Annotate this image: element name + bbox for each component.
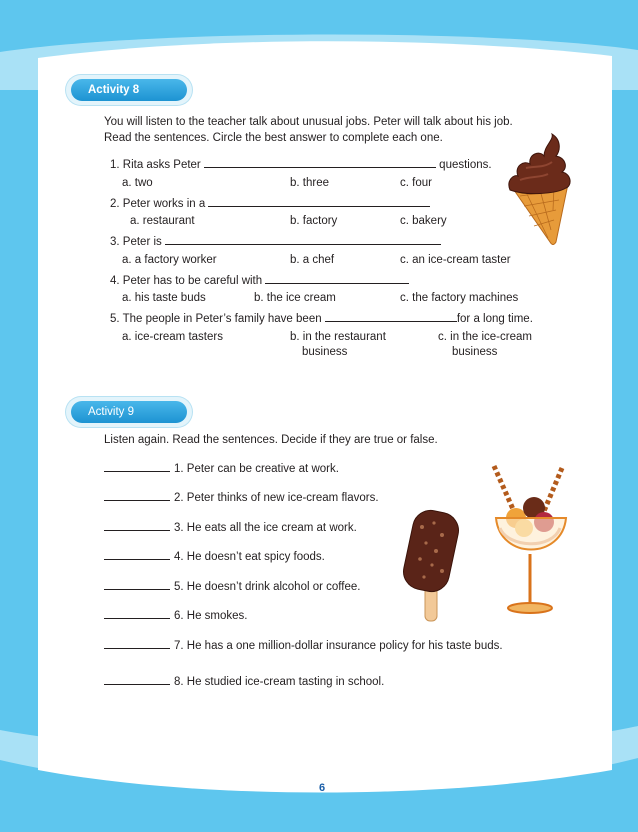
- question-5: [110, 312, 533, 325]
- statement-5: [104, 580, 360, 593]
- statement-7: [104, 639, 503, 652]
- statement-2: [104, 491, 379, 504]
- question-3-option-a[interactable]: a. a factory worker: [122, 254, 217, 266]
- statement-3-blank[interactable]: [104, 521, 170, 531]
- statement-4-text: 4. He doesn’t eat spicy foods.: [174, 551, 325, 563]
- activity-8-intro-line2: Read the sentences. Circle the best answer to complete each one.: [104, 132, 443, 144]
- question-1-blank[interactable]: [204, 158, 436, 168]
- question-5-option-b[interactable]: b. in the restaurant: [290, 331, 386, 343]
- question-3-blank[interactable]: [165, 235, 441, 245]
- question-5-option-b-line2: business: [302, 346, 348, 358]
- question-5-blank[interactable]: [325, 312, 457, 322]
- statement-1: [104, 462, 339, 475]
- statement-8-text: 8. He studied ice-cream tasting in school.: [174, 676, 385, 688]
- question-1-option-c[interactable]: c. four: [400, 177, 432, 189]
- question-2-option-a[interactable]: a. restaurant: [130, 215, 195, 227]
- question-2-blank[interactable]: [208, 197, 430, 207]
- question-4: [110, 274, 409, 287]
- statement-5-text: 5. He doesn’t drink alcohol or coffee.: [174, 581, 361, 593]
- question-1-option-a[interactable]: a. two: [122, 177, 153, 189]
- page-number: 6: [318, 782, 326, 794]
- question-2: [110, 197, 430, 210]
- activity-9-label: Activity 9: [71, 401, 187, 423]
- question-5-option-c[interactable]: c. in the ice-cream: [438, 331, 532, 343]
- question-5-option-c-line2: business: [452, 346, 498, 358]
- activity-8-badge: [66, 75, 192, 105]
- statement-2-text: 2. Peter thinks of new ice-cream flavors.: [174, 492, 379, 504]
- question-4-text: 4. Peter has to be careful with: [110, 275, 263, 287]
- activity-9-badge: [66, 397, 192, 427]
- question-2-option-c[interactable]: c. bakery: [400, 215, 447, 227]
- question-1: [110, 158, 492, 171]
- question-1-text: 1. Rita asks Peter: [110, 159, 201, 171]
- question-3-text: 3. Peter is: [110, 236, 162, 248]
- statement-2-blank[interactable]: [104, 491, 170, 501]
- statement-1-text: 1. Peter can be creative at work.: [174, 463, 339, 475]
- statement-3-text: 3. He eats all the ice cream at work.: [174, 522, 357, 534]
- statement-6: [104, 609, 248, 622]
- activity-9-intro: Listen again. Read the sentences. Decide if they are true or false.: [104, 434, 438, 446]
- question-4-option-a[interactable]: a. his taste buds: [122, 292, 206, 304]
- question-3: [110, 235, 441, 248]
- question-2-option-b[interactable]: b. factory: [290, 215, 338, 227]
- question-5-option-a[interactable]: a. ice-cream tasters: [122, 331, 223, 343]
- popsicle-icon: [402, 505, 464, 625]
- question-5-text: 5. The people in Peter’s family have been: [110, 313, 322, 325]
- question-4-option-c[interactable]: c. the factory machines: [400, 292, 519, 304]
- ice-cream-cone-icon: [496, 130, 586, 248]
- statement-8: [104, 675, 384, 688]
- statement-6-text: 6. He smokes.: [174, 610, 248, 622]
- activity-8-label: Activity 8: [71, 79, 187, 101]
- statement-6-blank[interactable]: [104, 609, 170, 619]
- question-4-option-b[interactable]: b. the ice cream: [254, 292, 336, 304]
- statement-5-blank[interactable]: [104, 580, 170, 590]
- question-1-text-after: questions.: [439, 159, 492, 171]
- question-5-text-after: for a long time.: [456, 313, 533, 325]
- statement-7-text: 7. He has a one million-dollar insurance policy for his taste buds.: [174, 640, 503, 652]
- question-2-text: 2. Peter works in a: [110, 198, 206, 210]
- statement-3: [104, 521, 357, 534]
- question-3-option-c[interactable]: c. an ice-cream taster: [400, 254, 511, 266]
- statement-8-blank[interactable]: [104, 675, 170, 685]
- statement-4-blank[interactable]: [104, 550, 170, 560]
- question-1-option-b[interactable]: b. three: [290, 177, 329, 189]
- statement-7-blank[interactable]: [104, 639, 170, 649]
- question-3-option-b[interactable]: b. a chef: [290, 254, 335, 266]
- sundae-glass-icon: [486, 462, 574, 618]
- activity-8-intro-line1: You will listen to the teacher talk about unusual jobs. Peter will talk about his job.: [104, 116, 513, 128]
- statement-4: [104, 550, 325, 563]
- statement-1-blank[interactable]: [104, 462, 170, 472]
- question-4-blank[interactable]: [265, 274, 409, 284]
